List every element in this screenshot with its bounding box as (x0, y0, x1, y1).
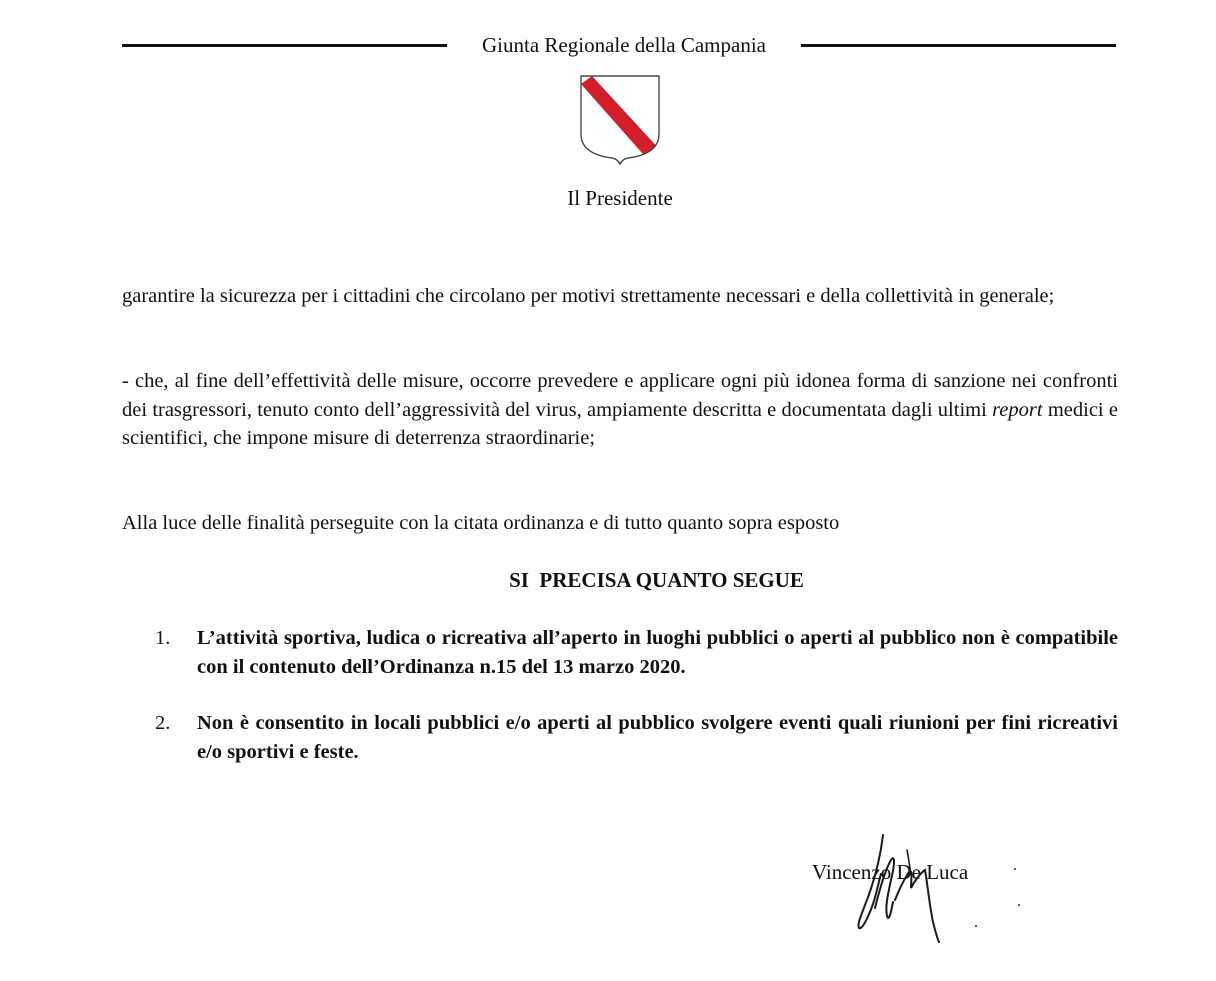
scan-speck (1014, 868, 1016, 870)
paragraph-safety-text: garantire la sicurezza per i cittadini che circolano per motivi strettamente necessari e della collettività in generale; (122, 285, 1055, 307)
list-item-text: Non è consentito in locali pubblici e/o aperti al pubblico svolgere eventi quali riunioni per fini ricreativi e/o sportivi e feste. (197, 712, 1118, 763)
paragraph-conclusion-text: Alla luce delle finalità perseguite con la citata ordinanza e di tutto quanto sopra esposto (122, 512, 840, 534)
handwritten-signature (835, 830, 1035, 950)
document-header (122, 31, 1116, 61)
header-title: Giunta Regionale della Campania (482, 33, 766, 57)
signatory-name: Vincenzo De Luca (812, 860, 969, 884)
paragraph-safety (122, 282, 1118, 311)
section-heading: SI PRECISA QUANTO SEGUE (509, 568, 804, 592)
report-italic: report (992, 398, 1043, 421)
campania-coat-of-arms-icon (578, 74, 662, 166)
paragraph-sanctions-text-end: medici e scientifici, che impone misure di deterrenza straordinarie; (122, 398, 1118, 449)
list-item-number: 2. (155, 712, 171, 734)
list-item-text: L’attività sportiva, ludica o ricreativa all’aperto in luoghi pubblici o aperti al pubblico non è compatibile con il contenuto dell’Ordinanza n.15 del 13 marzo 2020. (197, 627, 1118, 678)
office-title: Il Presidente (567, 186, 673, 210)
paragraph-conclusion (122, 509, 1118, 538)
header-rule-right (801, 44, 1116, 47)
list-item-number: 1. (155, 627, 171, 649)
header-rule-left (122, 44, 447, 47)
paragraph-sanctions (122, 367, 1118, 453)
paragraph-sanctions-text-start: - che, al fine dell’effettività delle misure, occorre prevedere e applicare ogni più idonea forma di sanzione nei confronti dei trasgressori, tenuto conto dell’aggressività del virus, ampiamente descritta e documentata dagli ultimi (122, 370, 1118, 421)
scan-speck (975, 925, 977, 927)
scan-speck (1018, 904, 1020, 906)
